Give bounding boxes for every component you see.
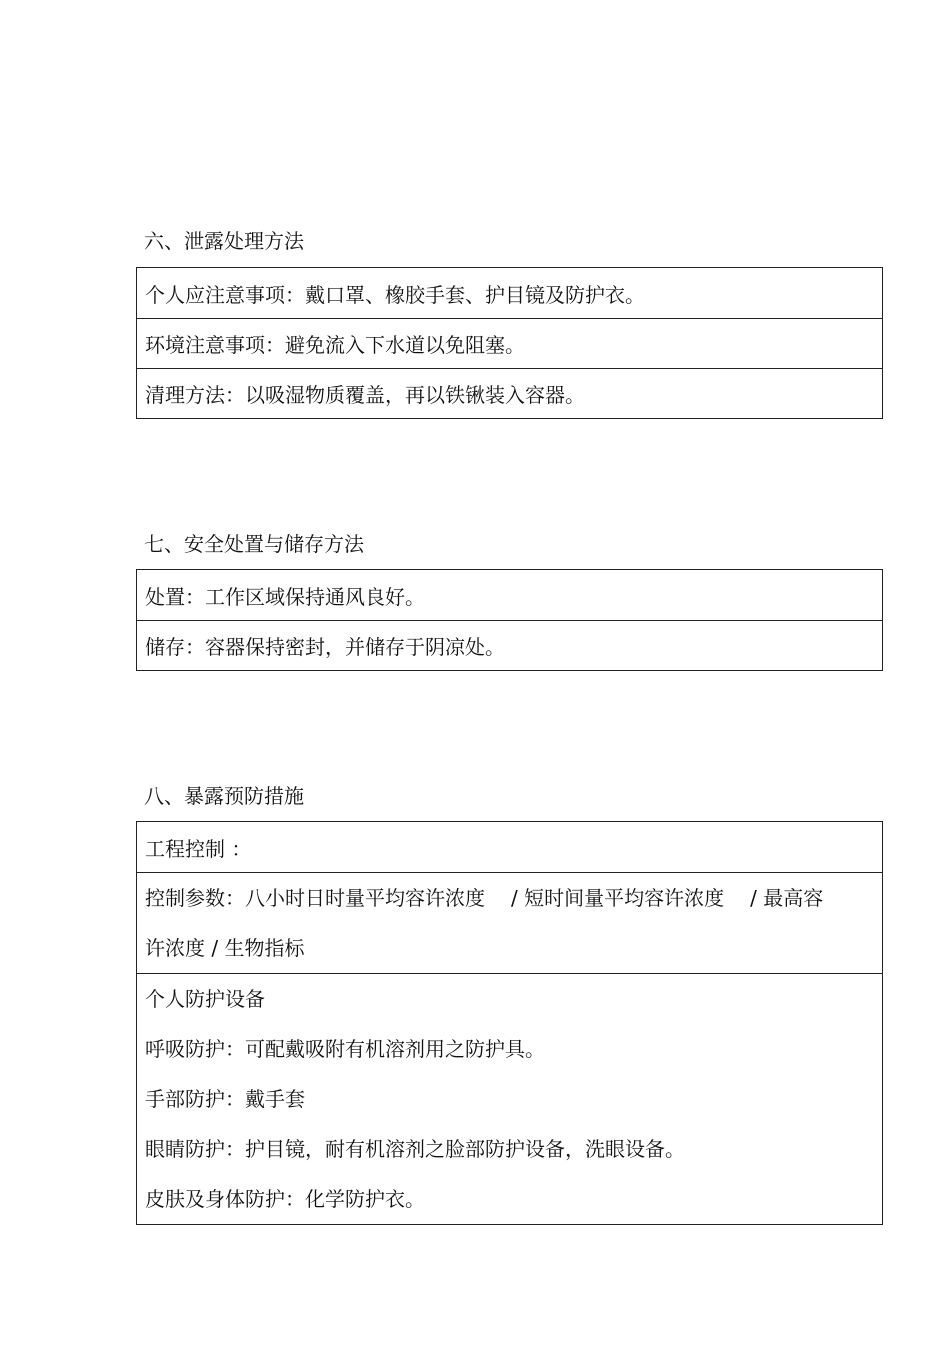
control-params-line-1 — [145, 873, 882, 923]
ppe-respiratory: 呼吸防护：可配戴吸附有机溶剂用之防护具。 — [145, 1037, 545, 1061]
section-6-row-personal: 个人应注意事项：戴口罩、橡胶手套、护目镜及防护衣。 — [145, 282, 645, 307]
section-8-row-engineering: 工程控制 ： — [145, 836, 252, 861]
control-params-part3: / 最高容 — [750, 886, 824, 910]
section-8-table — [136, 821, 883, 1225]
ppe-skin: 皮肤及身体防护：化学防护衣。 — [145, 1187, 425, 1211]
section-6-row-environment: 环境注意事项：避免流入下水道以免阻塞。 — [137, 318, 882, 368]
section-8-row-control-params — [137, 872, 882, 973]
control-params-prefix: 控制参数：八小时日时量平均容许浓度 — [145, 886, 485, 910]
section-6-table — [136, 267, 883, 419]
section-8-row-ppe — [137, 973, 882, 1224]
ppe-heading: 个人防护设备 — [145, 987, 265, 1011]
ppe-eye: 眼睛防护：护目镜，耐有机溶剂之脸部防护设备，洗眼设备。 — [145, 1137, 685, 1161]
section-7-table — [136, 569, 883, 671]
control-params-line-2: 许浓度 / 生物指标 — [145, 936, 305, 960]
section-6-title: 六、泄露处理方法 — [144, 229, 304, 253]
section-7-title: 七、安全处置与储存方法 — [144, 532, 364, 556]
section-7-row-handling: 处置：工作区域保持通风良好。 — [145, 584, 425, 609]
section-7-row-storage: 储存：容器保持密封，并储存于阴凉处。 — [137, 620, 882, 670]
section-6-row-cleanup: 清理方法：以吸湿物质覆盖，再以铁锹装入容器。 — [137, 368, 882, 418]
control-params-part2: / 短时间量平均容许浓度 — [511, 886, 725, 910]
section-8-title: 八、暴露预防措施 — [144, 784, 304, 808]
ppe-hand: 手部防护：戴手套 — [145, 1087, 305, 1111]
